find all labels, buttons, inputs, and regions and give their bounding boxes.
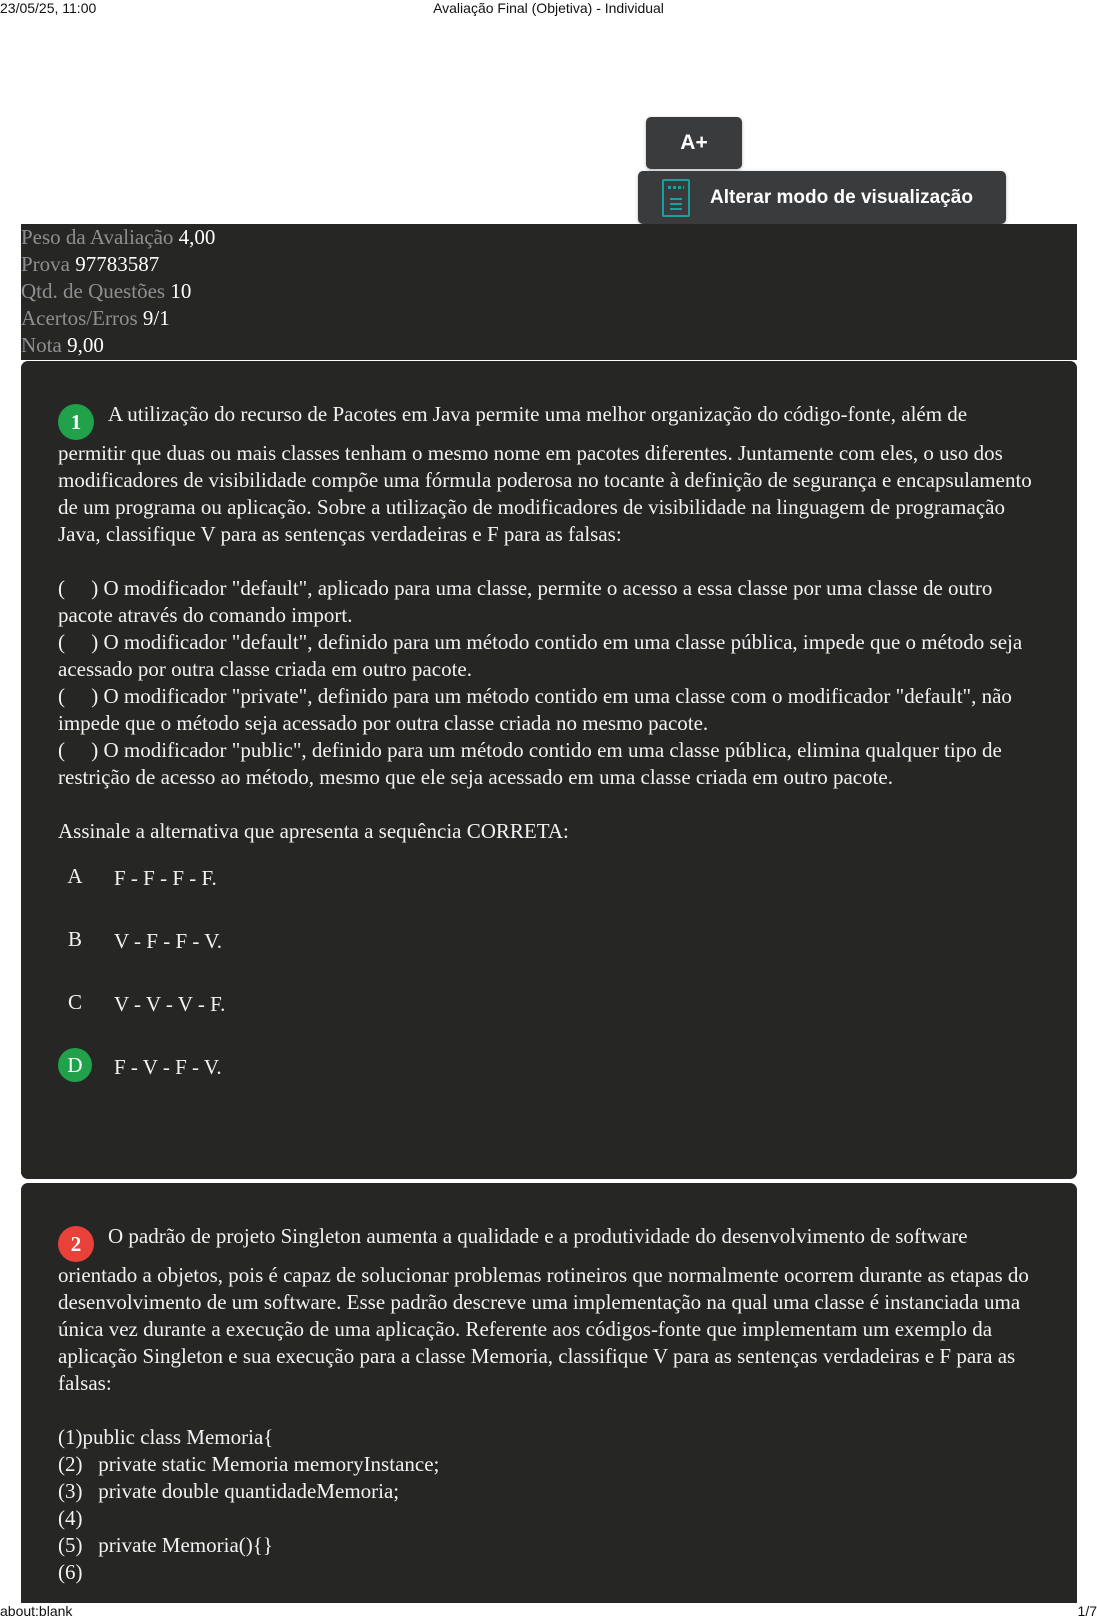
summary-row-hits-misses [21,305,1077,332]
summary-label: Nota [21,333,62,357]
print-header [0,0,1097,18]
summary-label: Qtd. de Questões [21,279,166,303]
option-letter: B [67,927,82,951]
question-text: O padrão de projeto Singleton aumenta a qualidade e a produtividade do desenvolvimento de software orientado a objetos, pois é capaz de solucionar problemas rotineiros que normalmente ocorrem durante as etapas do desenvolvimento de um software. Esse padrão descreve uma implementação na qual uma classe é instanciada uma única vez durante a execução de uma aplicação. Referente aos códigos-fonte que implementam um exemplo da aplicação Singleton e sua execução para a classe Memoria, classifique V para as sentenças verdadeiras e F para as falsas: [58,1224,1035,1395]
code-line: (4) [58,1506,83,1530]
summary-row-exam [21,251,1077,278]
code-line: (5) private Memoria(){} [58,1533,273,1557]
question-number-badge: 1 [58,404,94,440]
print-footer [0,1603,1097,1621]
increase-font-button[interactable]: A+ [646,117,742,169]
option-letter-correct: D [58,1048,92,1082]
view-mode-button[interactable] [638,171,1006,224]
summary-label: Peso da Avaliação [21,225,174,249]
summary-label: Prova [21,252,70,276]
option-d[interactable] [58,1048,1040,1111]
code-line: (1)public class Memoria{ [58,1425,274,1449]
option-a[interactable] [58,859,1040,922]
print-title: Avaliação Final (Objetiva) - Individual [433,0,664,16]
summary-row-grade [21,332,1077,359]
question-card-2 [21,1183,1077,1603]
summary-row-question-count [21,278,1077,305]
option-b[interactable] [58,922,1040,985]
option-text: V - V - V - F. [114,992,226,1016]
exam-summary [21,224,1077,360]
summary-value: 97783587 [75,252,160,276]
statement: ( ) O modificador "private", definido para um método contido em uma classe com o modificador "default", não impede que o método seja acessado por outra classe criada no mesmo pacote. [58,684,1018,735]
statement: ( ) O modificador "default", definido para um método contido em uma classe pública, impede que o método seja acessado por outra classe criada em outro pacote. [58,630,1028,681]
summary-label: Acertos/Erros [21,306,138,330]
option-letter: C [67,990,82,1014]
question-text: A utilização do recurso de Pacotes em Java permite uma melhor organização do código-fonte, além de permitir que duas ou mais classes tenham o mesmo nome em pacotes diferentes. Juntamente com eles, o uso dos modificadores de visibilidade compõe uma fórmula poderosa no tocante à definição de segurança e encapsulamento de um programa ou aplicação. Sobre a utilização de modificadores de visibilidade na linguagem de programação Java, classifique V para as sentenças verdadeiras e F para as falsas: [58,402,1038,546]
code-line: (3) private double quantidadeMemoria; [58,1479,400,1503]
summary-value: 10 [170,279,192,303]
question-number-badge: 2 [58,1226,94,1262]
statement: ( ) O modificador "default", aplicado para uma classe, permite o acesso a essa classe por uma classe de outro pacote através do comando import. [58,576,998,627]
option-letter: A [67,864,83,888]
question-card-1 [21,361,1077,1179]
option-text: V - F - F - V. [114,929,222,953]
question-prompt: Assinale a alternativa que apresenta a sequência CORRETA: [58,819,569,843]
document-icon [662,179,690,217]
summary-value: 9/1 [142,306,170,330]
question-2-intro [58,1223,1040,1397]
summary-row-weight [21,224,1077,251]
code-line: (2) private static Memoria memoryInstance; [58,1452,440,1476]
print-url: about:blank [0,1603,73,1619]
option-text: F - V - F - V. [114,1055,222,1079]
option-c[interactable] [58,985,1040,1048]
summary-value: 4,00 [178,225,216,249]
option-text: F - F - F - F. [114,866,217,890]
question-1-intro [58,401,1040,548]
print-page-number: 1/7 [1077,1603,1097,1619]
view-mode-label: Alterar modo de visualização [710,186,973,208]
print-datetime: 23/05/25, 11:00 [0,0,97,16]
answer-options [58,859,1040,1111]
code-line: (6) [58,1560,83,1584]
statement: ( ) O modificador "public", definido para um método contido em uma classe pública, elimina qualquer tipo de restrição de acesso ao método, mesmo que ele seja acessado em uma classe criada em outro pacote. [58,738,1008,789]
summary-value: 9,00 [67,333,104,357]
